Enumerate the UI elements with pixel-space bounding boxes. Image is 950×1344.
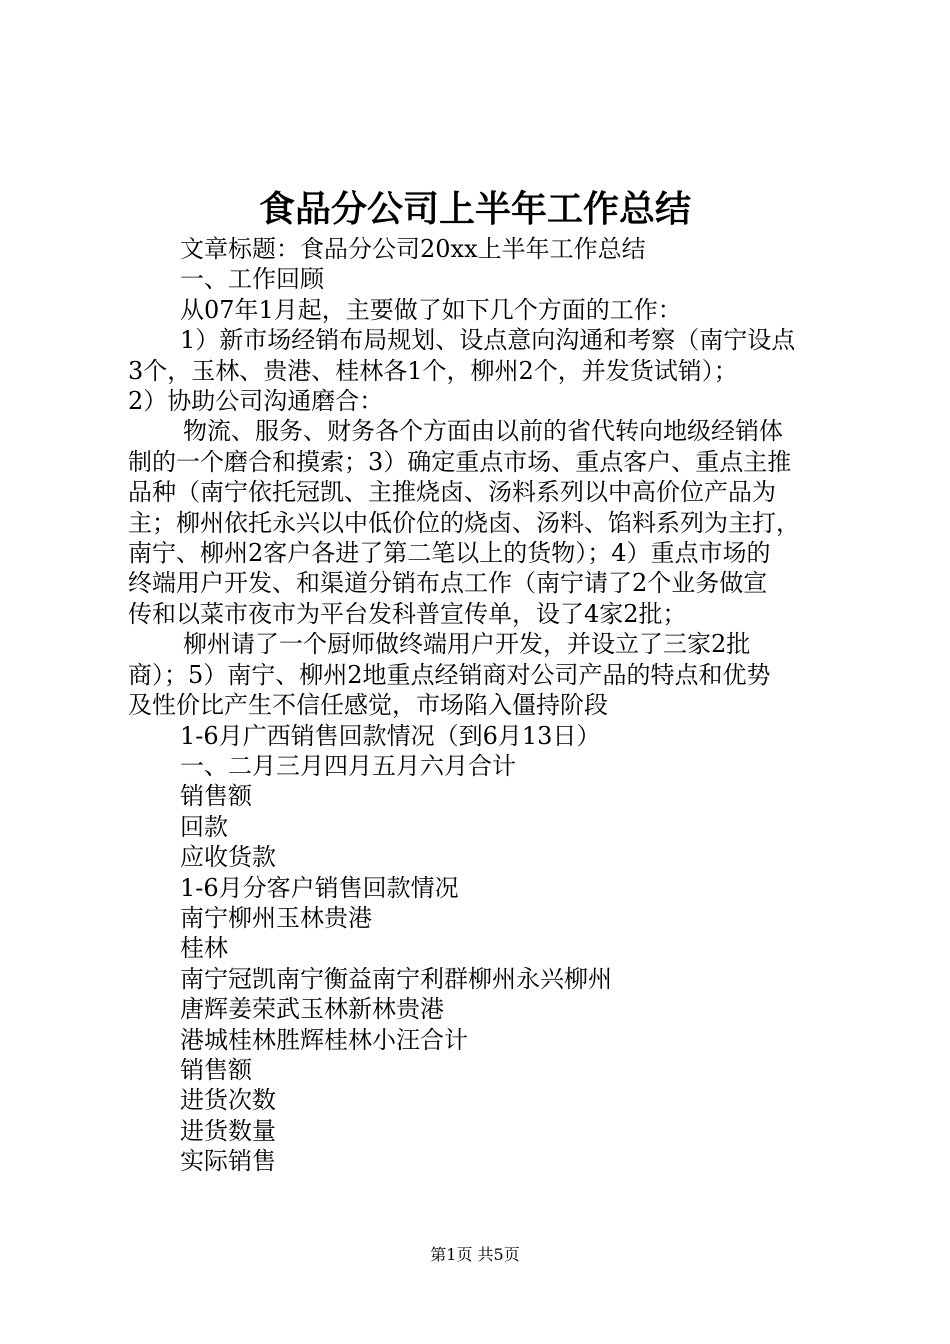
paragraph-line: 实际销售 xyxy=(180,1147,276,1176)
paragraph-line: 3个，玉林、贵港、桂林各1个，柳州2个，并发货试销）； xyxy=(128,356,738,385)
paragraph-line: 应收货款 xyxy=(180,843,276,872)
paragraph-line: 进货次数 xyxy=(180,1086,276,1115)
paragraph-line: 一、二月三月四月五月六月合计 xyxy=(180,751,516,780)
paragraph-line: 销售额 xyxy=(180,1055,252,1084)
document-body xyxy=(128,234,840,1177)
paragraph-line: 进货数量 xyxy=(180,1116,276,1145)
paragraph-line: 及性价比产生不信任感觉，市场陷入僵持阶段 xyxy=(128,691,608,720)
page-indicator: 第1页 共5页 xyxy=(430,1245,520,1264)
paragraph-line: 南宁冠凯南宁衡益南宁利群柳州永兴柳州 xyxy=(180,964,612,993)
paragraph-line: 1-6月分客户销售回款情况 xyxy=(180,873,459,902)
paragraph-line: 主；柳州依托永兴以中低价位的烧卤、汤料、馅料系列为主打， xyxy=(128,508,800,537)
paragraph-line: 1）新市场经销布局规划、设点意向沟通和考察（南宁设点 xyxy=(180,326,796,355)
paragraph-line: 商）；5）南宁、柳州2地重点经销商对公司产品的特点和优势 xyxy=(128,660,771,689)
paragraph-line: 制的一个磨合和摸索；3）确定重点市场、重点客户、重点主推 xyxy=(128,447,792,476)
paragraph-line: 1-6月广西销售回款情况（到6月13日） xyxy=(180,721,601,750)
paragraph-line: 物流、服务、财务各个方面由以前的省代转向地级经销体 xyxy=(183,417,783,446)
paragraph-line: 文章标题：食品分公司20xx上半年工作总结 xyxy=(180,235,646,263)
paragraph-line: 销售额 xyxy=(180,782,252,811)
paragraph-line: 一、工作回顾 xyxy=(180,265,324,294)
paragraph-line: 从07年1月起，主要做了如下几个方面的工作： xyxy=(180,295,682,324)
paragraph-line: 柳州请了一个厨师做终端用户开发，并设立了三家2批 xyxy=(183,630,751,659)
paragraph-line: 港城桂林胜辉桂林小汪合计 xyxy=(180,1025,468,1054)
paragraph-line: 南宁柳州玉林贵港 xyxy=(180,903,372,932)
paragraph-line: 品种（南宁依托冠凯、主推烧卤、汤料系列以中高价位产品为 xyxy=(128,478,776,507)
paragraph-line: 传和以菜市夜市为平台发科普宣传单，设了4家2批； xyxy=(128,599,687,628)
paragraph-line: 唐辉姜荣武玉林新林贵港 xyxy=(180,995,444,1024)
paragraph-line: 2）协助公司沟通磨合： xyxy=(128,387,384,416)
paragraph-line: 回款 xyxy=(180,812,228,841)
paragraph-line: 桂林 xyxy=(180,934,228,963)
paragraph-line: 终端用户开发、和渠道分销布点工作（南宁请了2个业务做宣 xyxy=(128,569,768,598)
page-title: 食品分公司上半年工作总结 xyxy=(258,188,691,230)
paragraph-line: 南宁、柳州2客户各进了第二笔以上的货物）；4）重点市场的 xyxy=(128,539,771,568)
